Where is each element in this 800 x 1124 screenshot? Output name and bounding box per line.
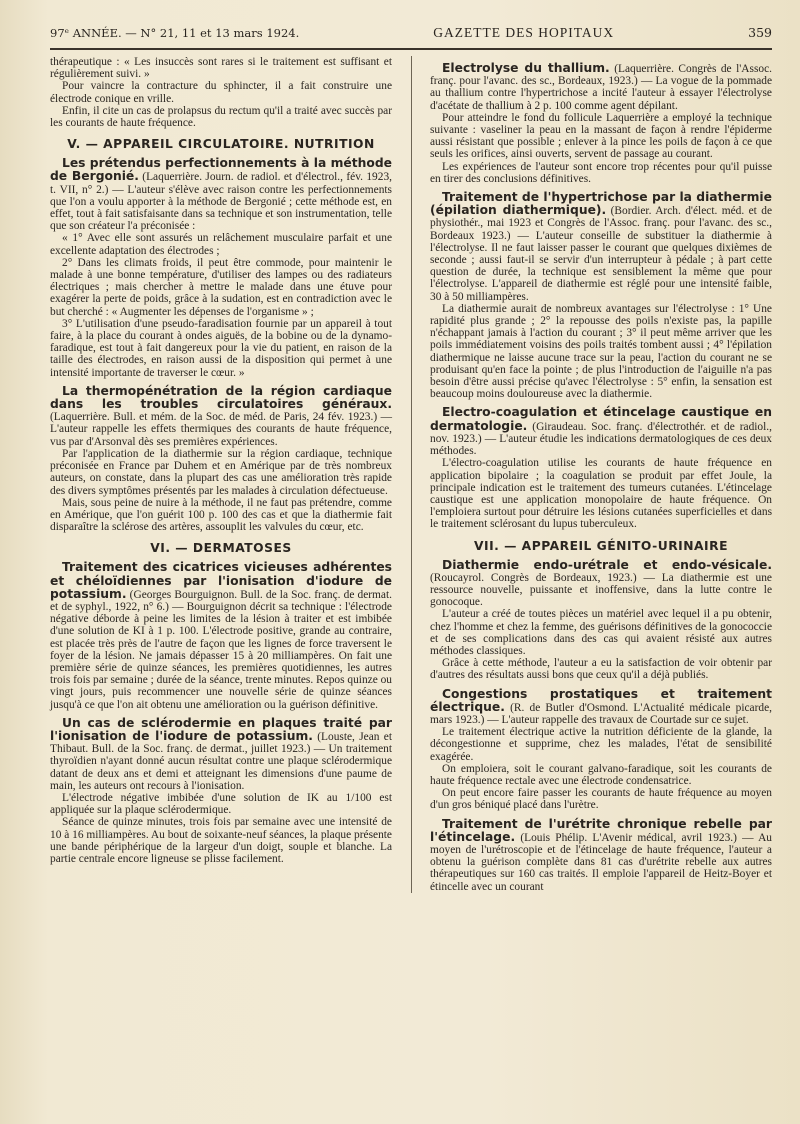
article-entry [430, 688, 772, 727]
paragraph: Mais, sous peine de nuire à la méthode, il ne faut pas prétendre, comme en Amérique, que l'on guérit 100 p. 100 des cas et que la diathermie fait disparaître la sclérose des artères, assouplit les valvules du cœur, etc. [50, 496, 392, 534]
article-title: Electrolyse du thallium. [442, 61, 610, 75]
paragraph: « 1° Avec elle sont assurés un relâchement musculaire parfait et une excellente adaptation des électrodes ; [50, 232, 392, 257]
header-rule [50, 48, 772, 50]
article-body: (Roucayrol. Congrès de Bordeaux, 1923.) — La diathermie est une ressource nouvelle, puissante et inoffensive, dans la lutte contre le gonocoque. [430, 571, 772, 609]
issue-info: 97ᵉ ANNÉE. — N° 21, 11 et 13 mars 1924. [50, 26, 300, 40]
article-body: (Bordier. Arch. d'élect. méd. et de physiothér., mai 1923 et Congrès de l'Assoc. franç. pour l'avanc. des sc., Bordeaux 1923.) — L'auteur conseille de substituer la diathermie à l'électrolyse. Il ne faut laisser passer le courant que quelques dixièmes de seconde ; aussi faut-il se servir d'un interrupteur à pédale ; à part cette question de durée, la technique est sensiblement la même que pour l'électrolyse. L'appareil de diathermie est réglé pour une intensité faible, 30 à 50 milliampères. [430, 205, 772, 303]
article-entry [50, 157, 392, 232]
article-title: Congestions prostatiques et traitement électrique. [430, 686, 772, 714]
article-body: (Louis Phélip. L'Avenir médical, avril 1923.) — Au moyen de l'urétroscopie et de l'étincelage de haute fréquence, l'auteur a obtenu la guérison complète dans 81 cas d'urétrite rebelle aux autres thérapeutiques sur 160 cas traités. Il emploie l'appareil de Heitz-Boyer et étincelle avec un courant [430, 831, 772, 893]
article-entry [430, 406, 772, 457]
article-title: Diathermie endo-urétrale et endo-vésicale. [442, 557, 772, 572]
article-body: (Laquerrière. Journ. de radiol. et d'électrol., fév. 1923, t. VII, n° 2.) — L'auteur s'élève avec raison contre les perfectionnements que l'on a voulu apporter à la méthode de Bergonié ; cette méthode est, en effet, tout à fait satisfaisante dans sa technique et son instrumentation, telle que son créateur l'a préconisée : [50, 171, 392, 233]
article-entry [430, 818, 772, 893]
article-entry [50, 717, 392, 792]
paragraph: L'auteur a créé de toutes pièces un matériel avec lequel il a pu obtenir, chez l'homme et chez la femme, des guérisons définitives de la gonococcie et de ses complications dans des cas qui avaient résisté aux autres méthodes classiques. [430, 608, 772, 657]
article-title: Traitement de l'hypertrichose par la diathermie (épilation diathermique). [430, 190, 772, 218]
paragraph: 3° L'utilisation d'une pseudo-faradisation fournie par un appareil à tout faire, à la place du courant à ondes aiguës, de la bobine ou de la dynamo-faradique, est tout à fait dangereux pour la vie du patient, en raison de la taille des électrodes, en raison aussi de la disposition qui permet à une intensité importante de traverser le cœur. » [50, 317, 392, 379]
column-divider [411, 56, 412, 893]
columns [50, 56, 772, 893]
article-entry [430, 191, 772, 303]
journal-title: GAZETTE DES HOPITAUX [433, 25, 615, 40]
right-column [430, 56, 772, 893]
paragraph: L'électro-coagulation utilise les courants de haute fréquence en application bipolaire ; la coagulation se produit par effet Joule, la principale indication est le traitement des tumeurs cutanées. L'étincelage caustique est une application monopolaire de haute fréquence. On l'emploiera surtout pour détruire les lésions cutanées superficielles et dans le traitement sclérosant du lupus tuberculeux. [430, 457, 772, 531]
page-header [50, 26, 772, 48]
article-entry [430, 559, 772, 609]
paragraph: Le traitement électrique active la nutrition déficiente de la glande, la décongestionne et supprime, chez les malades, l'état de sensibilité exagérée. [430, 726, 772, 763]
paragraph: La diathermie aurait de nombreux avantages sur l'électrolyse : 1° Une rapidité plus grande ; 2° la repousse des poils n'existe pas, la papille n'échappant jamais à l'action du courant ; 3° il peut même arriver que les poils immédiatement voisins des poils traités tombent aussi ; 4° l'épilation diathermique ne laisse aucune trace sur la peau, l'action du courant ne se produisant qu'en face la pointe ; de plus l'introduction de l'aiguille n'a pas besoin d'être aussi précise qu'avec l'électrolyse : 5° enfin, la sensation est beaucoup moins douloureuse avec la diathermie. [430, 302, 772, 401]
section-heading: V. — APPAREIL CIRCULATOIRE. NUTRITION [67, 137, 375, 152]
paragraph: On emploiera, soit le courant galvano-faradique, soit les courants de haute fréquence rectale avec une électrode condensatrice. [430, 762, 772, 787]
paragraph: Enfin, il cite un cas de prolapsus du rectum qu'il a traité avec succès par les courants de haute fréquence. [50, 104, 392, 130]
paragraph: Séance de quinze minutes, trois fois par semaine avec une intensité de 10 à 16 milliampères. Au bout de soixante-neuf séances, la plaque présente une bande périphérique de la largeur d'un doigt, souple et blanche. La partie centrale encore ligneuse se plisse facilement. [50, 816, 392, 865]
article-body: (Laquerrière. Congrès de l'Assoc. franç. pour l'avanc. des sc., Bordeaux, 1923.) — La vogue de la pommade au thallium contre l'hypertrichose a incité l'auteur à essayer l'électrolyse d'acétate de thallium à 2 p. 100 comme agent dépilant. [430, 63, 772, 112]
article-title: Les prétendus perfectionnements à la méthode de Bergonié. [50, 156, 392, 184]
article-entry [50, 385, 392, 448]
article-title: Electro-coagulation et étincelage caustique en dermatologie. [430, 405, 772, 433]
article-title: Traitement de l'urétrite chronique rebelle par l'étincelage. [430, 816, 772, 844]
paragraph: Pour vaincre la contracture du sphincter, il a fait construire une électrode conique en vrille. [50, 80, 392, 105]
article-title: Un cas de sclérodermie en plaques traité par l'ionisation de l'iodure de potassium. [50, 715, 392, 743]
article-body: (R. de Butler d'Osmond. L'Actualité médicale picarde, mars 1923.) — L'auteur rappelle des travaux de Courtade sur ce sujet. [430, 701, 772, 726]
paragraph: thérapeutique : « Les insuccès sont rares si le traitement est suffisant et régulièrement suivi. » [50, 56, 392, 81]
article-body: (Laquerrière. Bull. et mém. de la Soc. de méd. de Paris, 24 fév. 1923.) — L'auteur rappelle les effets thermiques des courants de haute fréquence, vus par d'Arsonval dès ses premières expériences. [50, 411, 392, 448]
article-title: La thermopénétration de la région cardiaque dans les troubles circulatoires généraux. [50, 383, 392, 412]
paragraph: Par l'application de la diathermie sur la région cardiaque, technique préconisée en France par Duhem et en Amérique par de très nombreux auteurs, on constate, dans la plupart des cas une amélioration très rapide des divers symptômes présentés par les malades à circulation défectueuse. [50, 447, 392, 497]
paragraph: L'électrode négative imbibée d'une solution de IK au 1/100 est appliquée sur la plaque sclérodermique. [50, 791, 392, 817]
paragraph: Les expériences de l'auteur sont encore trop récentes pour qu'il puisse en tirer des conclusions définitives. [430, 160, 772, 185]
section-heading: VII. — APPAREIL GÉNITO-URINAIRE [473, 538, 728, 553]
article-title: Traitement des cicatrices vicieuses adhérentes et chéloïdiennes par l'ionisation d'iodure de potassium. [50, 560, 392, 601]
section-heading: VI. — DERMATOSES [150, 541, 292, 556]
paragraph: 2° Dans les climats froids, il peut être commode, pour maintenir le malade à une bonne température, d'utiliser des lampes ou des radiateurs électriques ; mais chercher à mettre le malade dans une étuve pour exagérer la perte de poids, grâce à la sudation, est en contradiction avec le but cherché : « Augmenter les dépenses de l'organisme » ; [50, 256, 392, 318]
page-number: 359 [748, 25, 772, 40]
paragraph: Grâce à cette méthode, l'auteur a eu la satisfaction de voir obtenir par d'autres des résultats aussi bons que ceux qu'il a déjà publiés. [430, 657, 772, 682]
article-body: (Louste, Jean et Thibaut. Bull. de la Soc. franç. de dermat., juillet 1923.) — Un traitement thyroïdien n'ayant donné aucun résultat contre une plaque sclérodermique datant de deux ans et demi et atteignant les dimensions d'une paume de main, les auteurs ont recours à l'ionisation. [50, 730, 392, 792]
article-entry [430, 62, 772, 112]
article-entry [50, 561, 392, 710]
article-body: (Georges Bourguignon. Bull. de la Soc. franç. de dermat. et de syphyl., 1922, n° 6.) — Bourguignon décrit sa technique : l'électrode négative déborde à peine les limites de la lésion à traiter et est imbibée d'une solution de KI à 1 p. 100. L'électrode positive, grande au contraire, est placée très près de l'autre de façon que les lignes de force traversent le foyer de la lésion. Ne jamais dépasser 15 à 20 milliampères. On fait une première série de quinze séances, les premières quotidiennes, les autres trois fois par semaine ; durée de la séance, trente minutes. Repos quinze ou vingt jours, puis recommencer une nouvelle série de quinze séances jusqu'à ce que l'on ait obtenu une amélioration ou la guérison définitive. [50, 588, 392, 711]
left-column [50, 56, 392, 893]
article-body: (Giraudeau. Soc. franç. d'électrothér. et de radiol., nov. 1923.) — L'auteur étudie les indications dermatologiques de ces deux méthodes. [430, 420, 772, 458]
paragraph: Pour atteindre le fond du follicule Laquerrière a employé la technique suivante : vaseliner la peau en la massant de façon à rendre l'épiderme aussi résistant que possible ; enlever à la pince les poils de façon à ce que seuls les orifices, ainsi ouverts, servent de passage au courant. [430, 111, 772, 161]
paragraph: On peut encore faire passer les courants de haute fréquence au moyen d'un gros béniqué placé dans l'urètre. [430, 787, 772, 812]
